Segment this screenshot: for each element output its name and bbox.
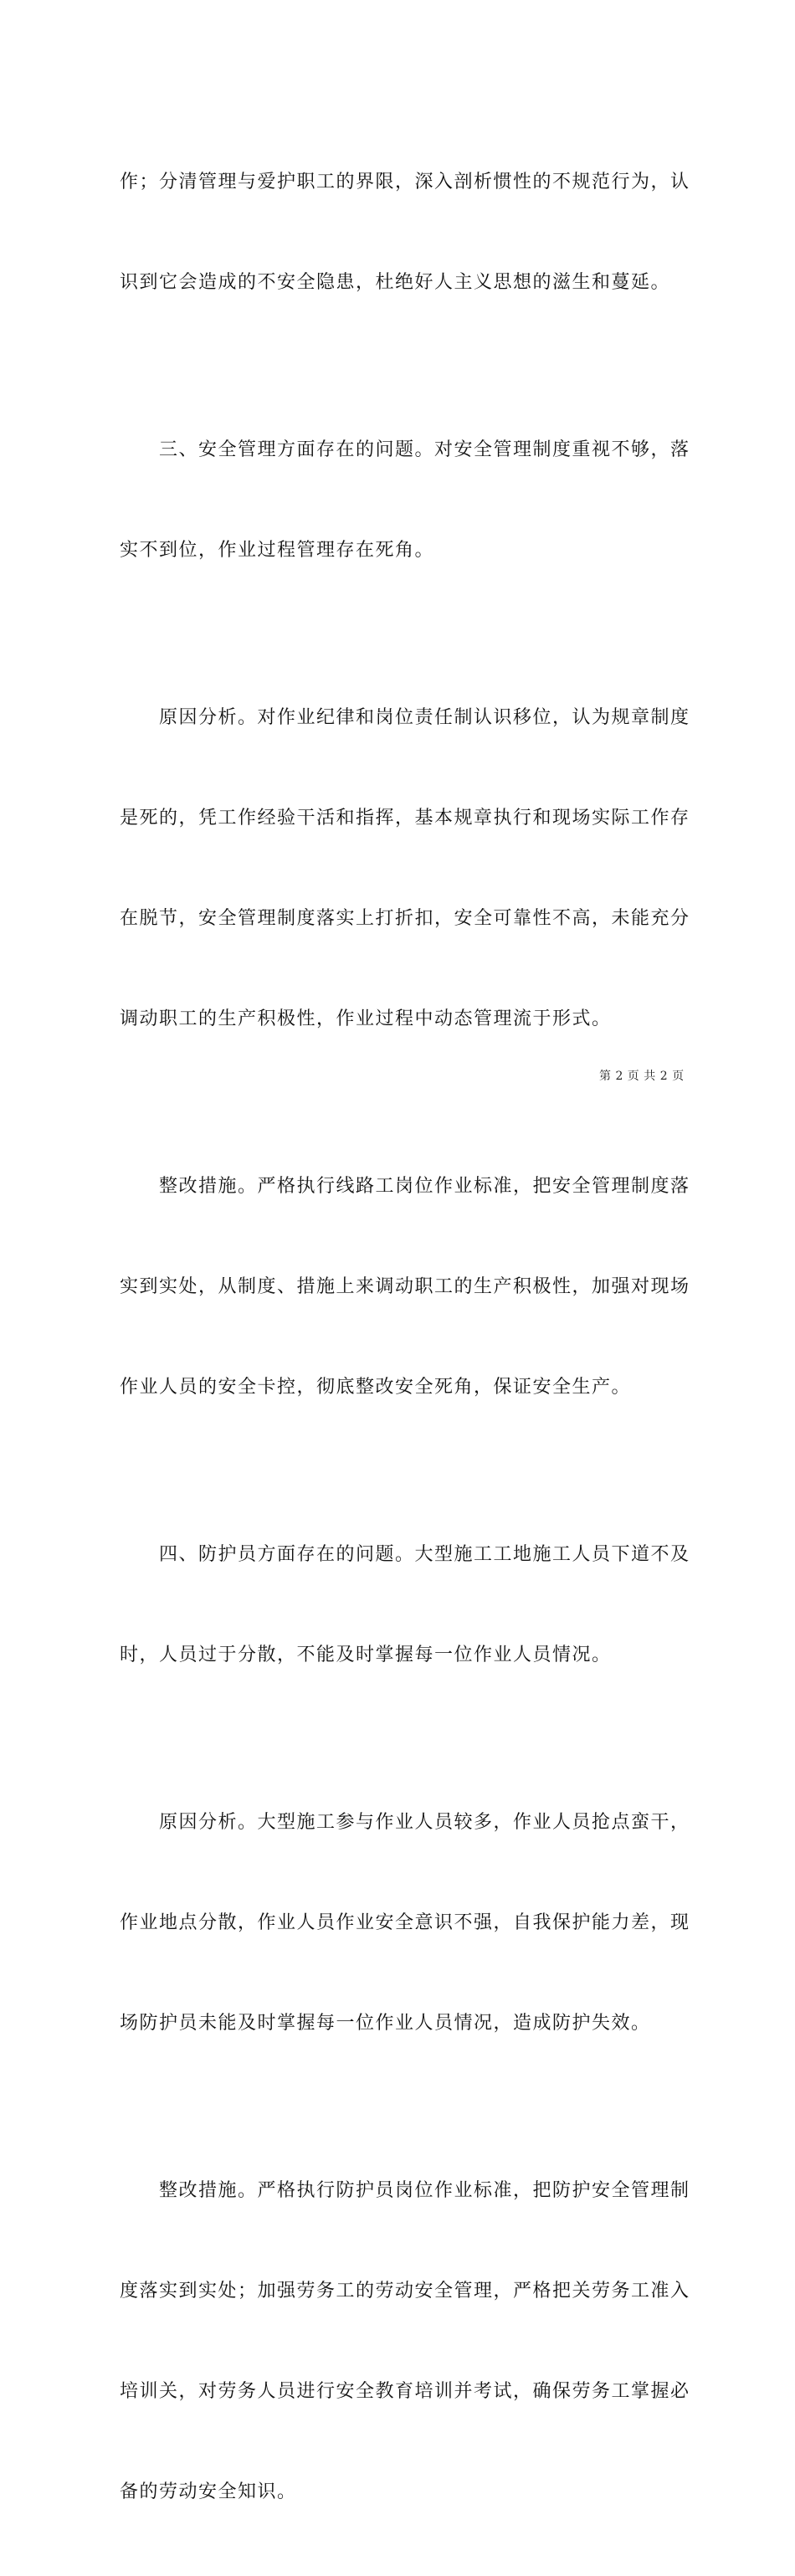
text-line: 识到它会造成的不安全隐患，杜绝好人主义思想的滋生和蔓延。 — [120, 272, 671, 293]
text-line: 整改措施。严格执行防护员岗位作业标准，把防护安全管理制 — [120, 2180, 690, 2201]
text-line: 原因分析。对作业纪律和岗位责任制认识移位，认为规章制度 — [120, 707, 690, 728]
paragraph — [120, 99, 690, 367]
text-line: 作业人员的安全卡控，彻底整改安全死角，保证安全生产。 — [120, 1377, 632, 1398]
text-line: 是死的，凭工作经验干活和指挥，基本规章执行和现场实际工作存 — [120, 808, 690, 829]
text-line: 场防护员未能及时掌握每一位作业人员情况，造成防护失效。 — [120, 2013, 651, 2034]
paragraph — [120, 634, 690, 1103]
text-line: 调动职工的生产积极性，作业过程中动态管理流于形式。 — [120, 1008, 612, 1029]
paragraph — [120, 2107, 690, 2576]
text-line: 实不到位，作业过程管理存在死角。 — [120, 540, 435, 561]
text-line: 实到实处，从制度、措施上来调动职工的生产积极性，加强对现场 — [120, 1276, 690, 1297]
text-line: 在脱节，安全管理制度落实上打折扣，安全可靠性不高，未能充分 — [120, 908, 690, 929]
paragraph — [120, 1103, 690, 1471]
text-line: 度落实到实处；加强劳务工的劳动安全管理，严格把关劳务工准入 — [120, 2281, 690, 2301]
text-line: 作；分清管理与爱护职工的界限，深入剖析惯性的不规范行为，认 — [120, 172, 690, 192]
text-line: 作业地点分散，作业人员作业安全意识不强，自我保护能力差，现 — [120, 1912, 690, 1933]
text-line: 三、安全管理方面存在的问题。对安全管理制度重视不够，落 — [120, 439, 690, 460]
text-line: 培训关，对劳务人员进行安全教育培训并考试，确保劳务工掌握必 — [120, 2381, 690, 2402]
document-body — [120, 99, 690, 2576]
paragraph — [120, 1471, 690, 1739]
text-line: 备的劳动安全知识。 — [120, 2481, 297, 2502]
text-line: 整改措施。严格执行线路工岗位作业标准，把安全管理制度落 — [120, 1176, 690, 1197]
paragraph — [120, 1739, 690, 2107]
text-line: 四、防护员方面存在的问题。大型施工工地施工人员下道不及 — [120, 1544, 690, 1565]
paragraph — [120, 367, 690, 634]
page-number: 第 2 页 共 2 页 — [599, 1070, 685, 1083]
text-line: 时，人员过于分散，不能及时掌握每一位作业人员情况。 — [120, 1645, 612, 1665]
text-line: 原因分析。大型施工参与作业人员较多，作业人员抢点蛮干， — [120, 1812, 690, 1833]
